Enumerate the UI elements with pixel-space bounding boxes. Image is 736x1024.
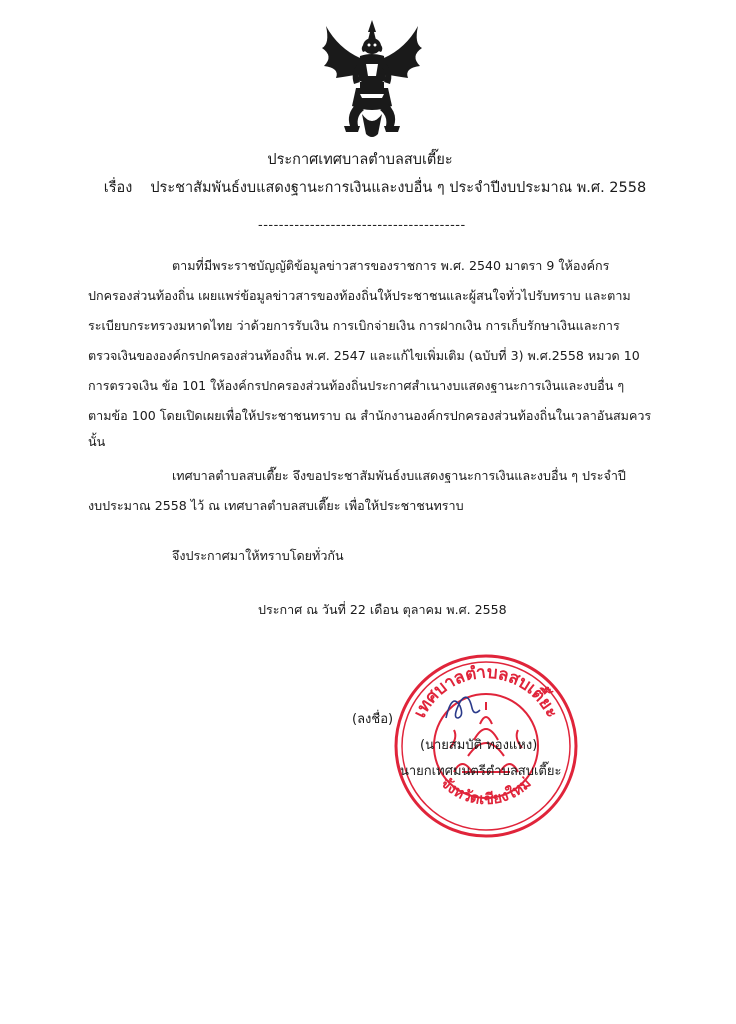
document-title: ประกาศเทศบาลตำบลสบเตี๊ยะ (267, 152, 453, 168)
paragraph-1-line: ปกครองส่วนท้องถิ่น เผยแพร่ข้อมูลข่าวสารของท้องถิ่นให้ประชาชนและผู้สนใจทั่วไปรับทราบ และตาม (88, 288, 631, 303)
paragraph-1-line: ระเบียบกระทรวงมหาดไทย ว่าด้วยการรับเงิน การเบิกจ่ายเงิน การฝากเงิน การเก็บรักษาเงินและการ (88, 318, 620, 333)
paragraph-1-line: ตรวจเงินขององค์กรปกครองส่วนท้องถิ่น พ.ศ. 2547 และแก้ไขเพิ่มเติม (ฉบับที่ 3) พ.ศ.2558 หมวด 10 (88, 348, 640, 363)
signed-label: (ลงชื่อ) (352, 712, 394, 727)
signatory-position: นายกเทศมนตรีตำบลสบเตี๊ยะ (400, 764, 562, 779)
subject-text: ประชาสัมพันธ์งบแสดงฐานะการเงินและงบอื่น ๆ ประจำปีงบประมาณ พ.ศ. 2558 (150, 180, 647, 196)
document-subject (0, 176, 736, 199)
paragraph-1-line: การตรวจเงิน ข้อ 101 ให้องค์กรปกครองส่วนท้องถิ่นประกาศสำเนางบแสดงฐานะการเงินและงบอื่น ๆ (88, 378, 625, 393)
seal-top-text: เทศบาลตำบลสบเตี๊ยะ (410, 662, 562, 722)
subject-label: เรื่อง (103, 180, 133, 196)
paragraph-1-line: นั้น (88, 434, 106, 449)
signatory-name: (นายสมบัติ ทองแหง) (420, 738, 538, 753)
paragraph-1-line: ตามที่มีพระราชบัญญัติข้อมูลข่าวสารของราชการ พ.ศ. 2540 มาตรา 9 ให้องค์กร (172, 258, 610, 273)
paragraph-2-line: งบประมาณ 2558 ไว้ ณ เทศบาลตำบลสบเตี๊ยะ เพื่อให้ประชาชนทราบ (88, 498, 464, 513)
garuda-emblem-icon (316, 18, 428, 140)
seal-bottom-text: จังหวัดเชียงใหม่ (437, 773, 535, 809)
divider-line: ---------------------------------------- (258, 218, 466, 233)
paragraph-2-line: เทศบาลตำบลสบเตี๊ยะ จึงขอประชาสัมพันธ์งบแสดงฐานะการเงินและงบอื่น ๆ ประจำปี (172, 468, 626, 483)
closing-statement: จึงประกาศมาให้ทราบโดยทั่วกัน (172, 548, 344, 563)
announcement-date: ประกาศ ณ วันที่ 22 เดือน ตุลาคม พ.ศ. 2558 (258, 602, 507, 617)
paragraph-1-line: ตามข้อ 100 โดยเปิดเผยเพื่อให้ประชาชนทราบ ณ สำนักงานองค์กรปกครองส่วนท้องถิ่นในเวลาอันสมควร (88, 408, 652, 423)
handwritten-signature (438, 688, 488, 728)
